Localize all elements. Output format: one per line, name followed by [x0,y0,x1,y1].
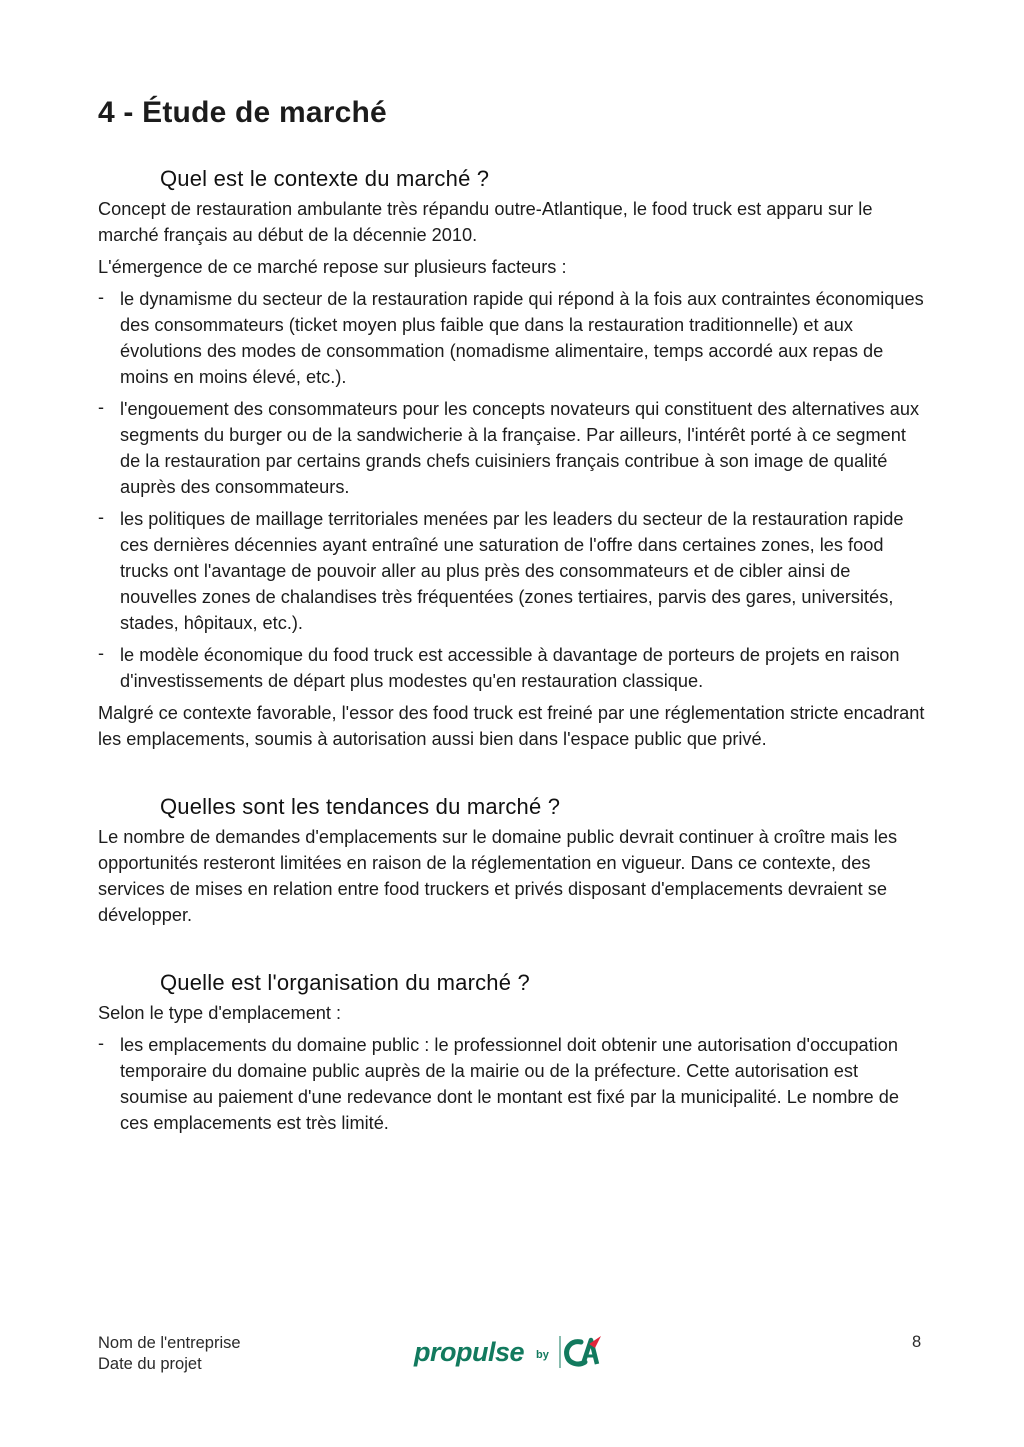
dash-bullet-icon: - [98,287,104,307]
footer-info [98,1333,241,1375]
bullet-list [98,286,928,694]
company-name: Nom de l'entreprise [98,1334,241,1352]
list-item: - les politiques de maillage territoriales menées par les leaders du secteur de la restauration rapide ces dernières décennies ayant entraîné une saturation de l'offre dans certaines zones, les food trucks ont l'avantage de pouvoir aller au plus près des consommateurs et de cibler ainsi de nouvelles zones de chalandises très fréquentées (zones tertiaires, parvis des gares, universités, stades, hôpitaux, etc.). [98,506,928,636]
section-heading: Quelle est l'organisation du marché ? [160,970,530,995]
page-title: 4 - Étude de marché [98,96,387,129]
dash-bullet-icon: - [98,1033,104,1053]
content [98,166,928,1178]
logo-brand-text: propulse [414,1336,525,1367]
page-number: 8 [912,1333,922,1351]
list-item: - l'engouement des consommateurs pour les concepts novateurs qui constituent des alternatives aux segments du burger ou de la sandwicherie à la française. Par ailleurs, l'intérêt porté à ce segment de la restauration par certains grands chefs cuisiniers français contribue à son image de qualité auprès des consommateurs. [98,396,928,500]
paragraph: Le nombre de demandes d'emplacements sur le domaine public devrait continuer à croître mais les opportunités resteront limitées en raison de la réglementation en vigueur. Dans ce contexte, des services de mises en relation entre food truckers et privés disposant d'emplacements devraient se développer. [98,827,898,925]
bullet-list [98,1032,928,1136]
section-heading: Quel est le contexte du marché ? [160,166,490,191]
list-item: - les emplacements du domaine public : le professionnel doit obtenir une autorisation d'occupation temporaire du domaine public auprès de la mairie ou de la préfecture. Cette autorisation est soumise au paiement d'une redevance dont le montant est fixé par la municipalité. Le nombre de ces emplacements est très limité. [98,1032,928,1136]
logo-by-text: by [536,1349,549,1361]
project-date: Date du projet [98,1355,202,1373]
paragraph: Malgré ce contexte favorable, l'essor des food truck est freiné par une réglementation stricte encadrant les emplacements, soumis à autorisation aussi bien dans l'espace public que privé. [98,703,925,749]
paragraph: Concept de restauration ambulante très répandu outre-Atlantique, le food truck est apparu sur le marché français au début de la décennie 2010. [98,199,873,245]
paragraph: Selon le type d'emplacement : [98,1003,342,1023]
list-item: - le dynamisme du secteur de la restauration rapide qui répond à la fois aux contraintes économiques des consommateurs (ticket moyen plus faible que dans la restauration traditionnelle) et aux évolutions des modes de consommation (nomadisme alimentaire, temps accordé aux repas de moins en moins élevé, etc.). [98,286,928,390]
section-market-context [98,166,928,752]
dash-bullet-icon: - [98,507,104,527]
section-market-organisation [98,970,928,1136]
section-market-trends [98,794,928,928]
dash-bullet-icon: - [98,643,104,663]
section-heading: Quelles sont les tendances du marché ? [160,794,561,819]
paragraph: L'émergence de ce marché repose sur plusieurs facteurs : [98,257,567,277]
credit-agricole-logo-icon [557,1334,603,1370]
propulse-logo [414,1332,603,1372]
list-item: - le modèle économique du food truck est accessible à davantage de porteurs de projets en raison d'investissements de départ plus modestes qu'en restauration classique. [98,642,928,694]
dash-bullet-icon: - [98,397,104,417]
